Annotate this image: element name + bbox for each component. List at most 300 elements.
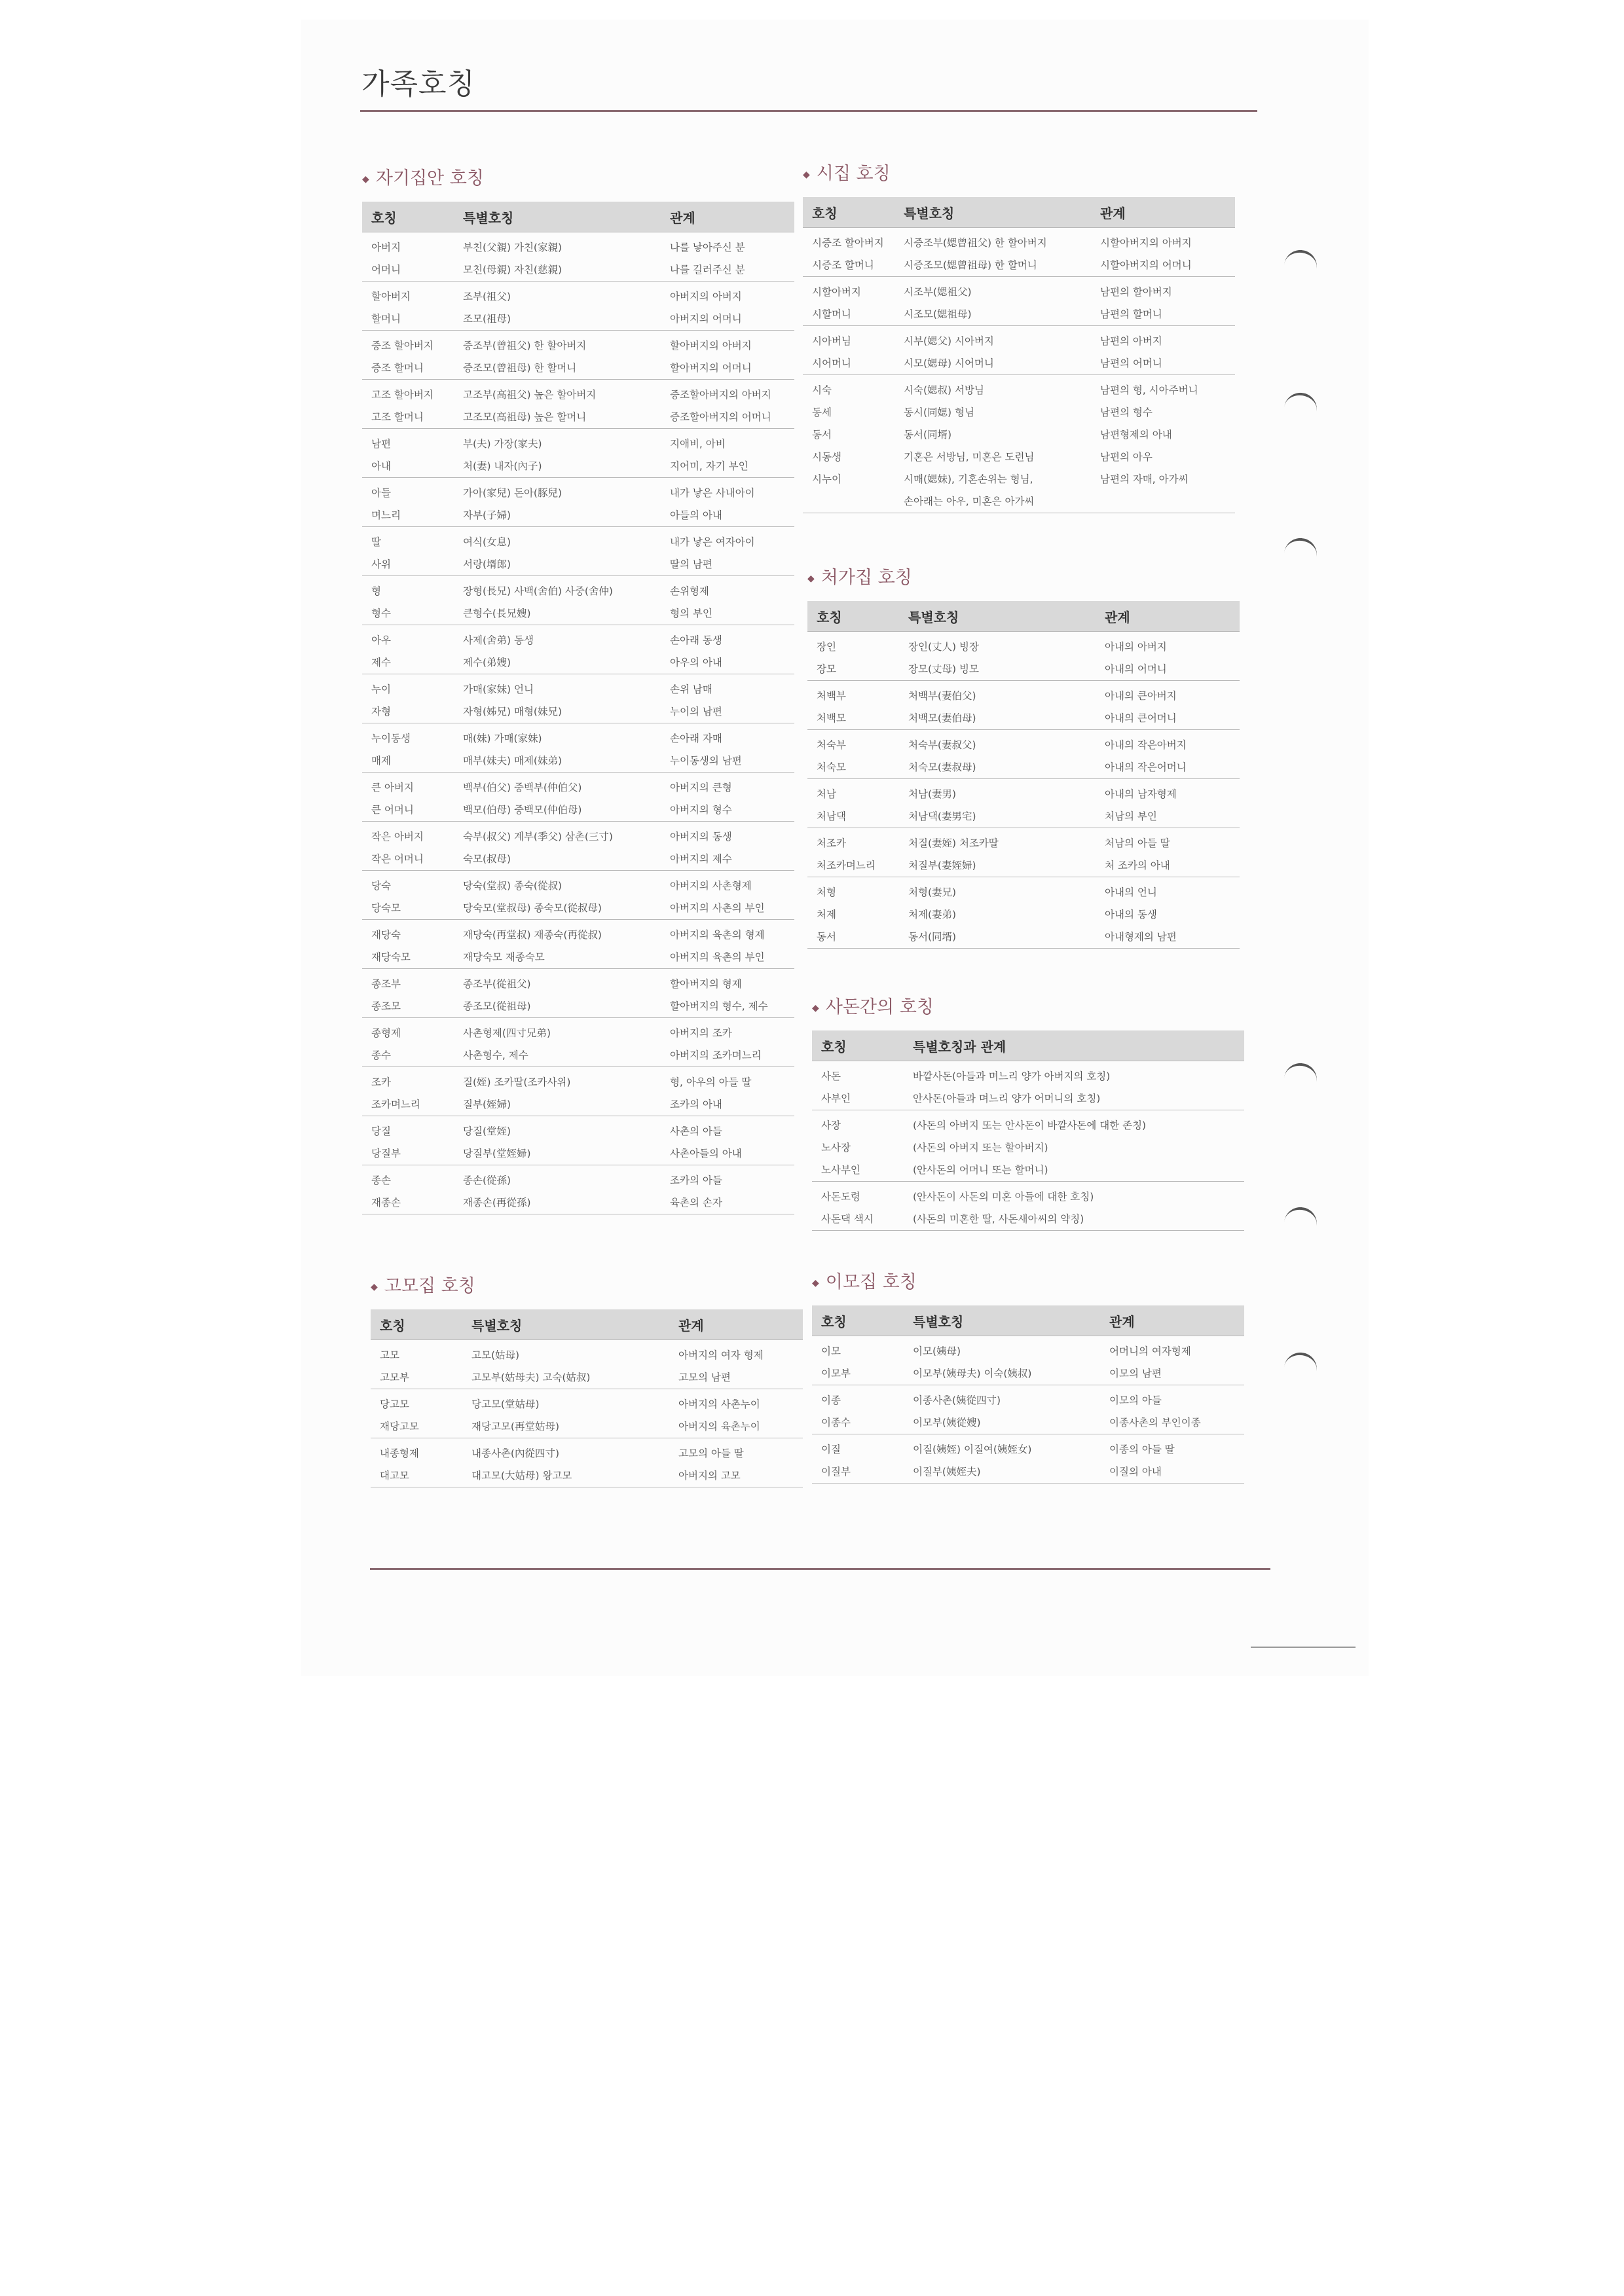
cell-line: 처질부(妻姪婦) bbox=[908, 860, 976, 871]
diamond-bullet-icon: ◆ bbox=[812, 1002, 819, 1013]
cell-special bbox=[899, 828, 1096, 877]
cell-line: 내가 낳은 사내아이 bbox=[670, 487, 755, 499]
cell-line: 사부인 bbox=[821, 1093, 851, 1104]
cell-line: 아버지의 육촌의 부인 bbox=[670, 951, 765, 963]
cell-title bbox=[362, 773, 454, 822]
cell-title bbox=[812, 1336, 904, 1385]
cell-title bbox=[812, 1385, 904, 1434]
cell-line: 가아(家兒) 돈아(豚兒) bbox=[463, 487, 563, 499]
cell-title bbox=[362, 871, 454, 920]
cell-line: 종조모(從祖母) bbox=[463, 1000, 531, 1012]
cell-line: 내가 낳은 여자아이 bbox=[670, 536, 755, 548]
cell-line: 시누이 bbox=[812, 473, 841, 485]
cell-line: 시동생 bbox=[812, 451, 841, 463]
table-row bbox=[371, 1438, 803, 1487]
cell-line: 내종사촌(內從四寸) bbox=[471, 1448, 559, 1459]
table-self bbox=[362, 202, 794, 1214]
cell-line: 처제(妻弟) bbox=[908, 909, 957, 920]
cell-line: 처 조카의 아내 bbox=[1105, 860, 1170, 871]
cell-relation bbox=[661, 527, 794, 576]
cell-line: 노사장 bbox=[821, 1142, 851, 1154]
cell-line: 종형제 bbox=[371, 1027, 401, 1039]
cell-line: 재종손 bbox=[371, 1197, 401, 1209]
cell-relation bbox=[1096, 730, 1240, 779]
cell-title bbox=[362, 625, 454, 674]
section-title: ◆ 처가집 호칭 bbox=[807, 568, 912, 588]
cell-relation bbox=[1100, 1434, 1244, 1484]
cell-line: 처형(妻兄) bbox=[908, 886, 957, 898]
cell-line: 조부(祖父) bbox=[463, 291, 511, 302]
cell-line: 시조모(媤祖母) bbox=[904, 308, 972, 320]
cell-line: 당숙(堂叔) 종숙(從叔) bbox=[463, 880, 563, 892]
cell-line: 당숙모 bbox=[371, 902, 401, 914]
cell-line: 처백모 bbox=[817, 712, 846, 724]
cell-special bbox=[454, 1067, 661, 1116]
cell-line: 장형(長兄) 사백(舍伯) 사중(舍仲) bbox=[463, 585, 613, 597]
table-row bbox=[807, 632, 1240, 681]
cell-line: 아버지의 형수 bbox=[670, 804, 732, 816]
cell-line: 재당숙모 재종숙모 bbox=[463, 951, 545, 963]
diamond-bullet-icon: ◆ bbox=[803, 169, 810, 180]
cell-line: 아버지의 동생 bbox=[670, 831, 732, 843]
table-row bbox=[812, 1385, 1244, 1434]
diamond-bullet-icon: ◆ bbox=[362, 173, 369, 185]
cell-line: 처남(妻男) bbox=[908, 788, 957, 800]
cell-line: 종수 bbox=[371, 1049, 391, 1061]
header-title: 호칭 bbox=[807, 601, 899, 632]
cell-line: 숙부(叔父) 계부(季父) 삼촌(三寸) bbox=[463, 831, 613, 843]
cell-relation bbox=[1100, 1336, 1244, 1385]
cell-line: 아버지의 큰형 bbox=[670, 782, 732, 793]
section-gomo bbox=[371, 1273, 803, 1487]
cell-relation bbox=[669, 1340, 803, 1389]
cell-line: 사돈댁 색시 bbox=[821, 1213, 874, 1225]
cell-line: 제수 bbox=[371, 657, 391, 668]
cell-special bbox=[454, 527, 661, 576]
cell-line: 처백부 bbox=[817, 690, 846, 702]
cell-line: 이질 bbox=[821, 1444, 841, 1455]
cell-line: 큰 어머니 bbox=[371, 804, 414, 816]
cell-special bbox=[904, 1182, 1244, 1231]
cell-line: 육촌의 손자 bbox=[670, 1197, 722, 1209]
cell-line: 아내의 작은어머니 bbox=[1105, 761, 1187, 773]
cell-line: 대고모(大姑母) 왕고모 bbox=[471, 1470, 572, 1482]
cell-special bbox=[454, 674, 661, 723]
cell-line: 큰형수(長兄嫂) bbox=[463, 608, 531, 619]
cell-special bbox=[454, 1165, 661, 1214]
diamond-bullet-icon: ◆ bbox=[812, 1277, 819, 1288]
cell-title bbox=[812, 1061, 904, 1110]
cell-line: (사돈의 아버지 또는 안사돈이 바깥사돈에 대한 존칭) bbox=[913, 1120, 1147, 1131]
section-title: ◆ 고모집 호칭 bbox=[371, 1276, 475, 1296]
table-row bbox=[803, 326, 1235, 375]
title-divider bbox=[360, 110, 1257, 112]
table-row bbox=[803, 375, 1235, 513]
cell-line: 처숙모(妻叔母) bbox=[908, 761, 976, 773]
cell-line: 아버지의 여자 형제 bbox=[678, 1349, 764, 1361]
cell-special bbox=[454, 920, 661, 969]
header-title: 호칭 bbox=[362, 202, 454, 232]
cell-line: 당숙 bbox=[371, 880, 391, 892]
cell-special bbox=[895, 326, 1091, 375]
cell-line: 여식(女息) bbox=[463, 536, 511, 548]
table-row bbox=[362, 920, 794, 969]
cell-relation bbox=[1091, 277, 1235, 326]
diamond-bullet-icon: ◆ bbox=[807, 573, 815, 584]
cell-line: 누이동생 bbox=[371, 733, 411, 744]
cell-relation bbox=[661, 576, 794, 625]
cell-special bbox=[899, 779, 1096, 828]
cell-title bbox=[807, 730, 899, 779]
section-cheoga bbox=[807, 564, 1240, 949]
cell-special bbox=[454, 822, 661, 871]
cell-line: 할아버지의 어머니 bbox=[670, 362, 752, 374]
cell-line: 남편형제의 아내 bbox=[1100, 429, 1172, 441]
cell-special bbox=[454, 429, 661, 478]
cell-line: 재당고모 bbox=[380, 1421, 419, 1432]
table-imo bbox=[812, 1305, 1244, 1484]
cell-line: 아내의 어머니 bbox=[1105, 663, 1167, 675]
cell-relation bbox=[1096, 681, 1240, 730]
table-row bbox=[362, 282, 794, 331]
header-title: 호칭 bbox=[812, 1305, 904, 1336]
cell-special bbox=[899, 877, 1096, 949]
table-row bbox=[807, 730, 1240, 779]
header-relation: 관계 bbox=[1096, 601, 1240, 632]
table-row bbox=[362, 527, 794, 576]
table-row bbox=[807, 681, 1240, 730]
cell-line: 매(妹) 가매(家妹) bbox=[463, 733, 542, 744]
cell-special bbox=[454, 232, 661, 282]
header-special: 특별호칭 bbox=[899, 601, 1096, 632]
table-body bbox=[812, 1336, 1244, 1484]
cell-line: 이종의 아들 딸 bbox=[1109, 1444, 1175, 1455]
table-sijip bbox=[803, 197, 1235, 513]
cell-line: 사촌아들의 아내 bbox=[670, 1148, 742, 1159]
cell-special bbox=[895, 375, 1091, 513]
cell-relation bbox=[1091, 375, 1235, 513]
cell-line: 처숙부 bbox=[817, 739, 846, 751]
cell-line: 이모의 남편 bbox=[1109, 1368, 1162, 1379]
cell-title bbox=[362, 282, 454, 331]
cell-line: 남편의 형, 시아주버니 bbox=[1100, 384, 1198, 396]
header-relation: 관계 bbox=[1100, 1305, 1244, 1336]
cell-special bbox=[904, 1336, 1100, 1385]
header-relation: 관계 bbox=[661, 202, 794, 232]
cell-line: 아내의 언니 bbox=[1105, 886, 1157, 898]
cell-line: 동세 bbox=[812, 407, 832, 418]
table-row bbox=[362, 232, 794, 282]
cell-line: 노사부인 bbox=[821, 1164, 860, 1176]
cell-line: 남편의 할아버지 bbox=[1100, 286, 1172, 298]
cell-line: 재종손(再從孫) bbox=[463, 1197, 531, 1209]
section-sijip bbox=[803, 160, 1235, 513]
section-imo bbox=[812, 1269, 1244, 1484]
cell-special bbox=[462, 1340, 669, 1389]
cell-line: 조카의 아내 bbox=[670, 1099, 722, 1110]
cell-line: 매부(妹夫) 매제(妹弟) bbox=[463, 755, 563, 767]
cell-line: 자부(子婦) bbox=[463, 509, 511, 521]
cell-line: 사돈도령 bbox=[821, 1191, 860, 1203]
cell-line: 사제(舍弟) 동생 bbox=[463, 634, 534, 646]
cell-line: 질부(姪婦) bbox=[463, 1099, 511, 1110]
cell-title bbox=[362, 1067, 454, 1116]
cell-line: 동서(同壻) bbox=[904, 429, 952, 441]
cell-title bbox=[362, 723, 454, 773]
cell-line: 부(夫) 가장(家夫) bbox=[463, 438, 542, 450]
table-cheoga bbox=[807, 601, 1240, 949]
cell-relation bbox=[661, 723, 794, 773]
cell-line: 사촌의 아들 bbox=[670, 1125, 722, 1137]
table-row bbox=[362, 1067, 794, 1116]
table-row bbox=[362, 331, 794, 380]
table-row bbox=[362, 969, 794, 1018]
cell-line: 손위형제 bbox=[670, 585, 709, 597]
cell-line: 고모의 남편 bbox=[678, 1372, 731, 1383]
table-row bbox=[803, 228, 1235, 277]
table-row bbox=[362, 478, 794, 527]
cell-line: 장인(丈人) 빙장 bbox=[908, 641, 979, 653]
page-title: 가족호칭 bbox=[361, 67, 476, 101]
cell-line: 작은 아버지 bbox=[371, 831, 424, 843]
section-title: ◆ 시집 호칭 bbox=[803, 164, 891, 184]
diamond-bullet-icon: ◆ bbox=[371, 1281, 378, 1292]
table-gomo bbox=[371, 1309, 803, 1487]
cell-line: 나를 길러주신 분 bbox=[670, 264, 745, 276]
cell-line: 증조할아버지의 어머니 bbox=[670, 411, 771, 423]
cell-line: 고조 할머니 bbox=[371, 411, 424, 423]
cell-line: 아버지의 사촌누이 bbox=[678, 1398, 760, 1410]
cell-line: 당질 bbox=[371, 1125, 391, 1137]
table-row bbox=[362, 773, 794, 822]
cell-line: 처(妻) 내자(內子) bbox=[463, 460, 542, 472]
cell-title bbox=[362, 478, 454, 527]
header-relation: 관계 bbox=[669, 1309, 803, 1340]
cell-line: 아버지의 고모 bbox=[678, 1470, 741, 1482]
table-row bbox=[371, 1389, 803, 1438]
cell-line: 이종수 bbox=[821, 1417, 851, 1429]
cell-special bbox=[904, 1385, 1100, 1434]
table-row bbox=[362, 871, 794, 920]
cell-relation bbox=[661, 1116, 794, 1165]
cell-special bbox=[904, 1434, 1100, 1484]
cell-line: 이모부 bbox=[821, 1368, 851, 1379]
cell-line: 아버지 bbox=[371, 242, 401, 253]
cell-relation bbox=[1091, 228, 1235, 277]
table-row bbox=[803, 277, 1235, 326]
cell-line: 매제 bbox=[371, 755, 391, 767]
cell-line: 사촌형수, 제수 bbox=[463, 1049, 528, 1061]
table-row bbox=[362, 822, 794, 871]
table-row bbox=[807, 877, 1240, 949]
cell-line: 큰 아버지 bbox=[371, 782, 414, 793]
cell-line: 이모부(姨母夫) 이숙(姨叔) bbox=[913, 1368, 1032, 1379]
cell-relation bbox=[661, 1018, 794, 1067]
cell-line: 아내의 큰아버지 bbox=[1105, 690, 1177, 702]
table-body bbox=[362, 232, 794, 1214]
cell-line: 처남댁(妻男宅) bbox=[908, 811, 976, 822]
cell-relation bbox=[661, 674, 794, 723]
cell-special bbox=[454, 723, 661, 773]
cell-line: 증조부(曾祖父) 한 할아버지 bbox=[463, 340, 587, 352]
cell-line: 작은 어머니 bbox=[371, 853, 424, 865]
cell-line: 아우의 아내 bbox=[670, 657, 722, 668]
cell-special bbox=[899, 681, 1096, 730]
cell-line: 시증조 할아버지 bbox=[812, 237, 884, 249]
cell-line: 처백부(妻伯父) bbox=[908, 690, 976, 702]
cell-line: 이종 bbox=[821, 1394, 841, 1406]
cell-line: 자형(姊兄) 매형(妹兄) bbox=[463, 706, 563, 718]
cell-line: 부친(父親) 가친(家親) bbox=[463, 242, 563, 253]
cell-line: 종조부(從祖父) bbox=[463, 978, 531, 990]
cell-line: 장모 bbox=[817, 663, 836, 675]
cell-line: 처조카며느리 bbox=[817, 860, 876, 871]
section-sadon bbox=[812, 994, 1244, 1231]
cell-line: 지애비, 아비 bbox=[670, 438, 726, 450]
cell-special bbox=[454, 625, 661, 674]
cell-line: 아내 bbox=[371, 460, 391, 472]
cell-line: 조카며느리 bbox=[371, 1099, 420, 1110]
cell-line: 종조부 bbox=[371, 978, 401, 990]
cell-line: 남편의 아우 bbox=[1100, 451, 1153, 463]
cell-line: 시할아버지 bbox=[812, 286, 861, 298]
cell-title bbox=[812, 1110, 904, 1182]
table-sadon bbox=[812, 1030, 1244, 1231]
cell-line: 재당숙모 bbox=[371, 951, 411, 963]
cell-line: 제수(弟嫂) bbox=[463, 657, 511, 668]
cell-line: 이종사촌(姨從四寸) bbox=[913, 1394, 1001, 1406]
cell-line: 아우 bbox=[371, 634, 391, 646]
cell-line: 고모부 bbox=[380, 1372, 409, 1383]
cell-line: 처형 bbox=[817, 886, 836, 898]
header-special: 특별호칭 bbox=[462, 1309, 669, 1340]
cell-relation bbox=[661, 429, 794, 478]
cell-line: 딸 bbox=[371, 536, 381, 548]
cell-line: 남편의 아버지 bbox=[1100, 335, 1162, 347]
cell-title bbox=[362, 1165, 454, 1214]
cell-line: 아버지의 사촌의 부인 bbox=[670, 902, 765, 914]
cell-line: 며느리 bbox=[371, 509, 401, 521]
cell-relation bbox=[661, 822, 794, 871]
cell-title bbox=[362, 331, 454, 380]
cell-line: 당질부 bbox=[371, 1148, 401, 1159]
cell-special bbox=[904, 1061, 1244, 1110]
cell-relation bbox=[1091, 326, 1235, 375]
section-self bbox=[362, 165, 794, 1214]
cell-line: 시할아버지의 어머니 bbox=[1100, 259, 1192, 271]
header-relation: 관계 bbox=[1091, 197, 1235, 228]
cell-relation bbox=[661, 1165, 794, 1214]
cell-special bbox=[454, 1116, 661, 1165]
cell-line: 자형 bbox=[371, 706, 391, 718]
table-row bbox=[362, 1165, 794, 1214]
cell-line: 처남 bbox=[817, 788, 836, 800]
cell-line: 형수 bbox=[371, 608, 391, 619]
cell-line: 아내의 작은아버지 bbox=[1105, 739, 1187, 751]
cell-line: 처조카 bbox=[817, 837, 846, 849]
cell-line: 할머니 bbox=[371, 313, 401, 325]
cell-line: 아버지의 육촌누이 bbox=[678, 1421, 760, 1432]
cell-line: 시조부(媤祖父) bbox=[904, 286, 972, 298]
cell-line: 사위 bbox=[371, 558, 391, 570]
cell-title bbox=[362, 920, 454, 969]
cell-special bbox=[454, 969, 661, 1018]
cell-line: 남편 bbox=[371, 438, 391, 450]
cell-line: 서랑(壻郎) bbox=[463, 558, 511, 570]
cell-line: 백모(伯母) 중백모(仲伯母) bbox=[463, 804, 582, 816]
cell-title bbox=[807, 681, 899, 730]
cell-line: 장인 bbox=[817, 641, 836, 653]
cell-relation bbox=[661, 232, 794, 282]
cell-line: 아버지의 어머니 bbox=[670, 313, 742, 325]
cell-line: 사촌형제(四寸兄弟) bbox=[463, 1027, 551, 1039]
cell-line: 증조할아버지의 아버지 bbox=[670, 389, 771, 401]
cell-line: 남편의 형수 bbox=[1100, 407, 1153, 418]
cell-line: 고조모(高祖母) 높은 할머니 bbox=[463, 411, 587, 423]
cell-title bbox=[362, 380, 454, 429]
cell-relation bbox=[669, 1438, 803, 1487]
cell-line: 처남댁 bbox=[817, 811, 846, 822]
cell-line: 누이동생의 남편 bbox=[670, 755, 742, 767]
cell-line: 당고모 bbox=[380, 1398, 409, 1410]
cell-title bbox=[362, 527, 454, 576]
cell-line: 이모부(姨從嫂) bbox=[913, 1417, 981, 1429]
cell-line: 대고모 bbox=[380, 1470, 409, 1482]
cell-line: 증조모(曾祖母) 한 할머니 bbox=[463, 362, 577, 374]
cell-line: 할아버지의 형제 bbox=[670, 978, 742, 990]
cell-line: 재당고모(再堂姑母) bbox=[471, 1421, 559, 1432]
cell-line: 아버지의 조카 bbox=[670, 1027, 732, 1039]
cell-line: 어머니 bbox=[371, 264, 401, 276]
cell-line: 시부(媤父) 시아버지 bbox=[904, 335, 994, 347]
table-body bbox=[371, 1340, 803, 1487]
cell-line: 누이 bbox=[371, 683, 391, 695]
cell-line: 할아버지의 형수, 제수 bbox=[670, 1000, 768, 1012]
cell-line: 시숙(媤叔) 서방님 bbox=[904, 384, 984, 396]
cell-line: 이질부 bbox=[821, 1466, 851, 1478]
cell-title bbox=[362, 822, 454, 871]
cell-relation bbox=[661, 478, 794, 527]
cell-line: 처남의 아들 딸 bbox=[1105, 837, 1170, 849]
cell-line: 시모(媤母) 시어머니 bbox=[904, 357, 994, 369]
cell-special bbox=[454, 871, 661, 920]
cell-relation bbox=[661, 625, 794, 674]
cell-relation bbox=[661, 773, 794, 822]
table-row bbox=[362, 576, 794, 625]
cell-line: 시숙 bbox=[812, 384, 832, 396]
cell-line: 아내의 큰어머니 bbox=[1105, 712, 1177, 724]
table-row bbox=[812, 1182, 1244, 1231]
cell-line: 처숙부(妻叔父) bbox=[908, 739, 976, 751]
cell-line: 증조 할머니 bbox=[371, 362, 424, 374]
cell-line: 할아버지 bbox=[371, 291, 411, 302]
cell-relation bbox=[661, 920, 794, 969]
table-row bbox=[807, 779, 1240, 828]
cell-line: (사돈의 아버지 또는 할아버지) bbox=[913, 1142, 1048, 1154]
header-title: 호칭 bbox=[803, 197, 895, 228]
cell-line: 손아래는 아우, 미혼은 아가씨 bbox=[904, 496, 1035, 507]
header-special-relation: 특별호칭과 관계 bbox=[904, 1030, 1244, 1061]
cell-line: 조카 bbox=[371, 1076, 391, 1088]
cell-line: 재당숙 bbox=[371, 929, 401, 941]
table-body bbox=[803, 228, 1235, 513]
cell-line: 내종형제 bbox=[380, 1448, 419, 1459]
cell-line: 종손(從孫) bbox=[463, 1175, 511, 1186]
cell-line: 당질(堂姪) bbox=[463, 1125, 511, 1137]
cell-line: 당고모(堂姑母) bbox=[471, 1398, 540, 1410]
cell-line: 당숙모(堂叔母) 종숙모(從叔母) bbox=[463, 902, 602, 914]
cell-special bbox=[454, 331, 661, 380]
